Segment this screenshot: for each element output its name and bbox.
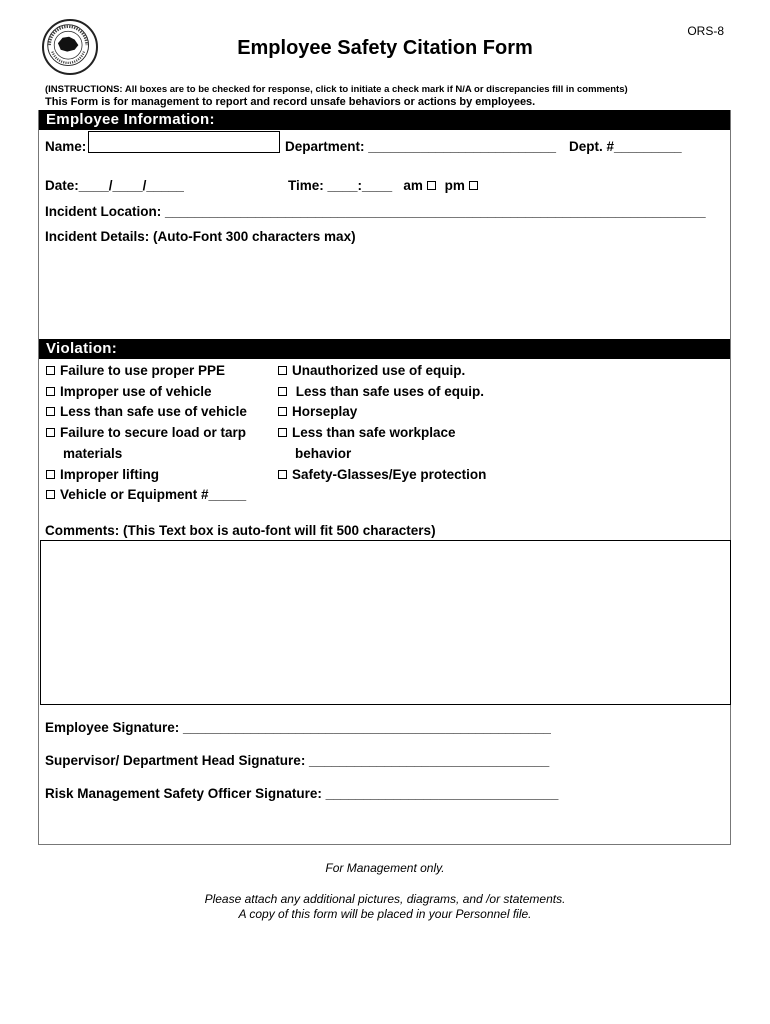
management-only-note: For Management only. bbox=[325, 861, 445, 875]
violation-left-column bbox=[46, 361, 247, 506]
checkbox[interactable] bbox=[278, 428, 287, 437]
purpose-text: This Form is for management to report and record unsafe behaviors or actions by employees. bbox=[45, 96, 536, 108]
checkbox[interactable] bbox=[46, 490, 55, 499]
checkbox[interactable] bbox=[278, 387, 287, 396]
comments-textbox[interactable] bbox=[40, 540, 731, 705]
violation-header: Violation: bbox=[39, 339, 730, 359]
violation-option[interactable]: Vehicle or Equipment #_____ bbox=[46, 485, 247, 506]
checkbox[interactable] bbox=[46, 428, 55, 437]
checkbox[interactable] bbox=[278, 366, 287, 375]
incident-details-field[interactable]: Incident Details: (Auto-Font 300 characters max) bbox=[45, 229, 356, 244]
name-input[interactable] bbox=[88, 131, 280, 153]
violation-option-continued: behavior bbox=[295, 445, 352, 461]
form-code: ORS-8 bbox=[687, 24, 724, 38]
checkbox[interactable] bbox=[46, 407, 55, 416]
violation-right-column bbox=[278, 361, 486, 485]
violation-option-continued: materials bbox=[63, 445, 123, 461]
checkbox[interactable] bbox=[278, 470, 287, 479]
am-label: am bbox=[403, 178, 423, 193]
instructions-text: (INSTRUCTIONS: All boxes are to be checked for response, click to initiate a check mark if N/A or discrepancies fill in comments) bbox=[45, 84, 628, 95]
date-field[interactable]: Date:____/____/_____ bbox=[45, 178, 184, 193]
comments-label: Comments: (This Text box is auto-font will fit 500 characters) bbox=[45, 523, 436, 538]
checkbox[interactable] bbox=[46, 366, 55, 375]
name-label: Name: bbox=[45, 139, 87, 154]
violation-option[interactable]: Unauthorized use of equip. bbox=[278, 361, 486, 382]
employee-signature-field[interactable]: Employee Signature: _________________________________________________ bbox=[45, 720, 551, 735]
employee-information-header: Employee Information: bbox=[39, 110, 730, 130]
violation-option[interactable]: Improper use of vehicle bbox=[46, 382, 247, 403]
am-checkbox[interactable] bbox=[427, 181, 436, 190]
checkbox[interactable] bbox=[46, 470, 55, 479]
violation-option[interactable]: Safety-Glasses/Eye protection bbox=[278, 465, 486, 486]
violation-option[interactable]: Less than safe workplace bbox=[278, 423, 486, 444]
checkbox[interactable] bbox=[278, 407, 287, 416]
checkbox[interactable] bbox=[46, 387, 55, 396]
form-title: Employee Safety Citation Form bbox=[237, 37, 533, 59]
pm-label: pm bbox=[444, 178, 465, 193]
pm-checkbox[interactable] bbox=[469, 181, 478, 190]
risk-officer-signature-field[interactable]: Risk Management Safety Officer Signature: _______________________________ bbox=[45, 786, 559, 801]
violation-option[interactable]: Horseplay bbox=[278, 402, 486, 423]
violation-option[interactable]: Failure to secure load or tarp bbox=[46, 423, 247, 444]
attach-note: Please attach any additional pictures, diagrams, and /or statements. bbox=[204, 892, 566, 906]
violation-option[interactable]: Improper lifting bbox=[46, 465, 247, 486]
time-field[interactable]: Time: ____:____ bbox=[288, 178, 393, 193]
supervisor-signature-field[interactable]: Supervisor/ Department Head Signature: ________________________________ bbox=[45, 753, 550, 768]
time-row bbox=[288, 178, 483, 193]
violation-option[interactable]: Less than safe use of vehicle bbox=[46, 402, 247, 423]
dept-number-field[interactable]: Dept. #_________ bbox=[569, 139, 682, 154]
incident-location-field[interactable]: Incident Location: ________________________________________________________________________ bbox=[45, 204, 706, 219]
violation-option[interactable]: Failure to use proper PPE bbox=[46, 361, 247, 382]
personnel-file-note: A copy of this form will be placed in your Personnel file. bbox=[238, 907, 532, 921]
department-field[interactable]: Department: _________________________ bbox=[285, 139, 556, 154]
violation-option[interactable]: Less than safe uses of equip. bbox=[278, 382, 486, 403]
